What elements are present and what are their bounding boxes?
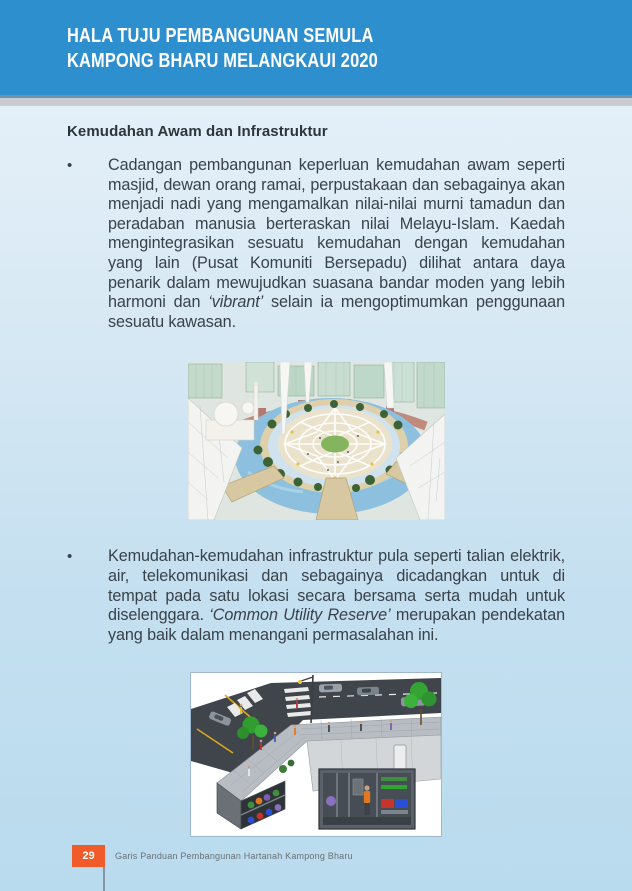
page-header-banner	[0, 0, 632, 95]
bullet-text-post: merupakan pendekatan yang baik dalam menangani permasalahan ini.	[108, 606, 565, 644]
figure-aerial-plaza-rendering	[188, 362, 445, 520]
bullet-text-post: selain ia mengoptimumkan penggunaan sesuatu kawasan.	[108, 293, 565, 331]
page-title	[67, 24, 446, 74]
bullet-text	[108, 547, 565, 645]
tunnel-interior-inset	[319, 769, 415, 829]
bullet-marker: •	[67, 548, 73, 566]
page-title-line1: HALA TUJU PEMBANGUNAN SEMULA	[67, 25, 374, 47]
bullet-text	[108, 156, 565, 332]
page-content	[0, 106, 632, 837]
header-divider-strip	[0, 98, 632, 106]
bullet-item-public-facilities	[67, 156, 565, 332]
bullet-text-pre: Kemudahan-kemudahan infrastruktur pula seperti talian elektrik, air, telekomunikasi dan sebagainya dicadangkan untuk di tempat pada satu lokasi secara bersama serta mudah untuk diselenggara.	[108, 547, 565, 625]
tunnel-door	[394, 745, 406, 771]
section-heading: Kemudahan Awam dan Infrastruktur	[67, 123, 328, 140]
bullet-text-italic: ‘vibrant’	[208, 293, 264, 312]
page-title-line2: KAMPONG BHARU MELANGKAUI 2020	[67, 50, 378, 72]
bullet-text-pre: Cadangan pembangunan keperluan kemudahan awam seperti masjid, dewan orang ramai, perpustakaan dan sebagainya akan menjadi nadi yang mengamalkan nilai-nilai murni tamadun dan peradaban manusia berteraskan nilai Melayu-Islam. Kaedah mengintegrasikan sesuatu kemudahan dengan kemudahan yang lain (Pusat Komuniti Bersepadu) dilihat antara daya penarik dalam mewujudkan suasana bandar moden yang lebih harmoni dan	[108, 156, 565, 312]
page-number-badge: 29	[72, 845, 105, 867]
bullet-text-italic: ‘Common Utility Reserve’	[209, 606, 391, 625]
footer-document-title: Garis Panduan Pembangunan Hartanah Kampong Bharu	[115, 851, 353, 861]
bullet-item-infrastructure	[67, 547, 565, 645]
bullet-marker: •	[67, 157, 73, 174]
footer-vertical-rule	[103, 867, 105, 891]
figure-utility-tunnel-rendering	[190, 672, 442, 837]
plaza-center-green	[321, 436, 349, 453]
